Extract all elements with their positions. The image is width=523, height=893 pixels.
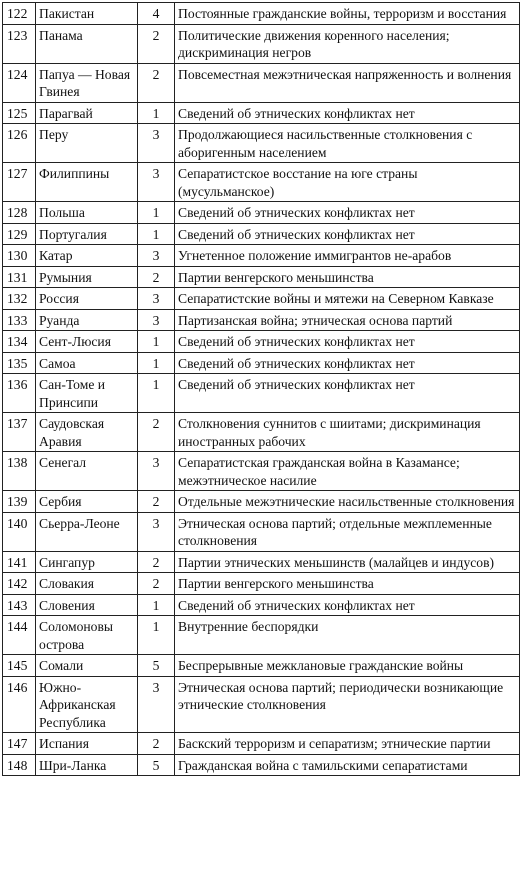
conflict-description: Партии венгерского меньшинства bbox=[175, 266, 520, 288]
country-name: Перу bbox=[36, 124, 138, 163]
conflict-description: Этническая основа партий; отдельные межплеменные столкновения bbox=[175, 512, 520, 551]
country-name: Сьерра-Леоне bbox=[36, 512, 138, 551]
country-name: Румыния bbox=[36, 266, 138, 288]
country-name: Саудовская Аравия bbox=[36, 413, 138, 452]
row-number: 128 bbox=[3, 202, 36, 224]
conflict-description: Баскский терроризм и сепаратизм; этнические партии bbox=[175, 733, 520, 755]
conflict-score: 5 bbox=[138, 655, 175, 677]
table-row bbox=[3, 573, 520, 595]
conflict-description: Отдельные межэтнические насильственные столкновения bbox=[175, 491, 520, 513]
conflict-score: 3 bbox=[138, 309, 175, 331]
table-row bbox=[3, 63, 520, 102]
conflict-description: Угнетенное положение иммигрантов не-арабов bbox=[175, 245, 520, 267]
country-name: Словакия bbox=[36, 573, 138, 595]
country-name: Пакистан bbox=[36, 3, 138, 25]
conflict-score: 3 bbox=[138, 288, 175, 310]
country-name: Парагвай bbox=[36, 102, 138, 124]
row-number: 140 bbox=[3, 512, 36, 551]
conflict-description: Сведений об этнических конфликтах нет bbox=[175, 223, 520, 245]
conflict-score: 3 bbox=[138, 245, 175, 267]
row-number: 136 bbox=[3, 374, 36, 413]
conflict-score: 1 bbox=[138, 223, 175, 245]
row-number: 147 bbox=[3, 733, 36, 755]
conflict-description: Повсеместная межэтническая напряженность и волнения bbox=[175, 63, 520, 102]
row-number: 130 bbox=[3, 245, 36, 267]
table-row bbox=[3, 202, 520, 224]
country-name: Словения bbox=[36, 594, 138, 616]
table-row bbox=[3, 245, 520, 267]
table-body bbox=[3, 3, 520, 776]
row-number: 148 bbox=[3, 754, 36, 776]
table-row bbox=[3, 754, 520, 776]
conflict-description: Сведений об этнических конфликтах нет bbox=[175, 594, 520, 616]
country-name: Сербия bbox=[36, 491, 138, 513]
conflict-score: 4 bbox=[138, 3, 175, 25]
country-name: Сент-Люсия bbox=[36, 331, 138, 353]
conflict-description: Сведений об этнических конфликтах нет bbox=[175, 202, 520, 224]
country-name: Сан-Томе и Принсипи bbox=[36, 374, 138, 413]
row-number: 138 bbox=[3, 452, 36, 491]
table-row bbox=[3, 594, 520, 616]
conflict-score: 2 bbox=[138, 413, 175, 452]
table-row bbox=[3, 24, 520, 63]
row-number: 145 bbox=[3, 655, 36, 677]
table-row bbox=[3, 413, 520, 452]
conflict-score: 2 bbox=[138, 573, 175, 595]
row-number: 122 bbox=[3, 3, 36, 25]
table-row bbox=[3, 309, 520, 331]
table-row bbox=[3, 352, 520, 374]
table-row bbox=[3, 616, 520, 655]
conflict-score: 3 bbox=[138, 512, 175, 551]
table-row bbox=[3, 655, 520, 677]
table-row bbox=[3, 452, 520, 491]
row-number: 143 bbox=[3, 594, 36, 616]
table-row bbox=[3, 223, 520, 245]
conflict-description: Сведений об этнических конфликтах нет bbox=[175, 352, 520, 374]
country-name: Филиппины bbox=[36, 163, 138, 202]
table-row bbox=[3, 733, 520, 755]
country-name: Папуа — Новая Гвинея bbox=[36, 63, 138, 102]
ethnic-conflicts-table bbox=[2, 2, 520, 776]
row-number: 127 bbox=[3, 163, 36, 202]
country-name: Соломоновы острова bbox=[36, 616, 138, 655]
conflict-score: 1 bbox=[138, 616, 175, 655]
conflict-description: Постоянные гражданские войны, терроризм и восстания bbox=[175, 3, 520, 25]
country-name: Сингапур bbox=[36, 551, 138, 573]
row-number: 125 bbox=[3, 102, 36, 124]
conflict-description: Беспрерывные межклановые гражданские войны bbox=[175, 655, 520, 677]
row-number: 139 bbox=[3, 491, 36, 513]
country-name: Шри-Ланка bbox=[36, 754, 138, 776]
conflict-score: 1 bbox=[138, 202, 175, 224]
conflict-description: Сведений об этнических конфликтах нет bbox=[175, 374, 520, 413]
table-row bbox=[3, 102, 520, 124]
conflict-score: 2 bbox=[138, 266, 175, 288]
conflict-description: Сведений об этнических конфликтах нет bbox=[175, 331, 520, 353]
conflict-description: Сепаратистские войны и мятежи на Северном Кавказе bbox=[175, 288, 520, 310]
conflict-score: 1 bbox=[138, 374, 175, 413]
country-name: Панама bbox=[36, 24, 138, 63]
row-number: 134 bbox=[3, 331, 36, 353]
row-number: 142 bbox=[3, 573, 36, 595]
conflict-description: Внутренние беспорядки bbox=[175, 616, 520, 655]
conflict-score: 1 bbox=[138, 331, 175, 353]
conflict-score: 5 bbox=[138, 754, 175, 776]
conflict-description: Столкновения суннитов с шиитами; дискриминация иностранных рабочих bbox=[175, 413, 520, 452]
conflict-score: 2 bbox=[138, 24, 175, 63]
row-number: 137 bbox=[3, 413, 36, 452]
table-row bbox=[3, 266, 520, 288]
conflict-description: Сведений об этнических конфликтах нет bbox=[175, 102, 520, 124]
conflict-description: Гражданская война с тамильскими сепаратистами bbox=[175, 754, 520, 776]
country-name: Польша bbox=[36, 202, 138, 224]
conflict-description: Продолжающиеся насильственные столкновения с аборигенным населением bbox=[175, 124, 520, 163]
conflict-score: 3 bbox=[138, 676, 175, 733]
row-number: 141 bbox=[3, 551, 36, 573]
conflict-score: 1 bbox=[138, 352, 175, 374]
conflict-description: Партии этнических меньшинств (малайцев и индусов) bbox=[175, 551, 520, 573]
country-name: Южно-Африканская Республика bbox=[36, 676, 138, 733]
conflict-score: 3 bbox=[138, 163, 175, 202]
conflict-description: Сепаратистская гражданская война в Казамансе; межэтническое насилие bbox=[175, 452, 520, 491]
conflict-score: 3 bbox=[138, 124, 175, 163]
country-name: Самоа bbox=[36, 352, 138, 374]
table-row bbox=[3, 374, 520, 413]
conflict-score: 1 bbox=[138, 102, 175, 124]
conflict-description: Сепаратистское восстание на юге страны (мусульманское) bbox=[175, 163, 520, 202]
country-name: Сенегал bbox=[36, 452, 138, 491]
row-number: 132 bbox=[3, 288, 36, 310]
country-name: Россия bbox=[36, 288, 138, 310]
table-row bbox=[3, 491, 520, 513]
conflict-score: 2 bbox=[138, 733, 175, 755]
conflict-score: 3 bbox=[138, 452, 175, 491]
row-number: 133 bbox=[3, 309, 36, 331]
table-row bbox=[3, 331, 520, 353]
conflict-score: 2 bbox=[138, 63, 175, 102]
row-number: 129 bbox=[3, 223, 36, 245]
table-row bbox=[3, 3, 520, 25]
row-number: 144 bbox=[3, 616, 36, 655]
row-number: 131 bbox=[3, 266, 36, 288]
country-name: Португалия bbox=[36, 223, 138, 245]
conflict-description: Этническая основа партий; периодически возникающие этнические столкновения bbox=[175, 676, 520, 733]
conflict-score: 2 bbox=[138, 491, 175, 513]
conflict-description: Партии венгерского меньшинства bbox=[175, 573, 520, 595]
table-row bbox=[3, 512, 520, 551]
conflict-score: 1 bbox=[138, 594, 175, 616]
country-name: Сомали bbox=[36, 655, 138, 677]
row-number: 126 bbox=[3, 124, 36, 163]
table-row bbox=[3, 288, 520, 310]
table-row bbox=[3, 163, 520, 202]
table-row bbox=[3, 551, 520, 573]
row-number: 124 bbox=[3, 63, 36, 102]
conflict-score: 2 bbox=[138, 551, 175, 573]
country-name: Испания bbox=[36, 733, 138, 755]
table-row bbox=[3, 124, 520, 163]
row-number: 123 bbox=[3, 24, 36, 63]
conflict-description: Политические движения коренного населения; дискриминация негров bbox=[175, 24, 520, 63]
row-number: 135 bbox=[3, 352, 36, 374]
country-name: Руанда bbox=[36, 309, 138, 331]
country-name: Катар bbox=[36, 245, 138, 267]
conflict-description: Партизанская война; этническая основа партий bbox=[175, 309, 520, 331]
table-row bbox=[3, 676, 520, 733]
row-number: 146 bbox=[3, 676, 36, 733]
